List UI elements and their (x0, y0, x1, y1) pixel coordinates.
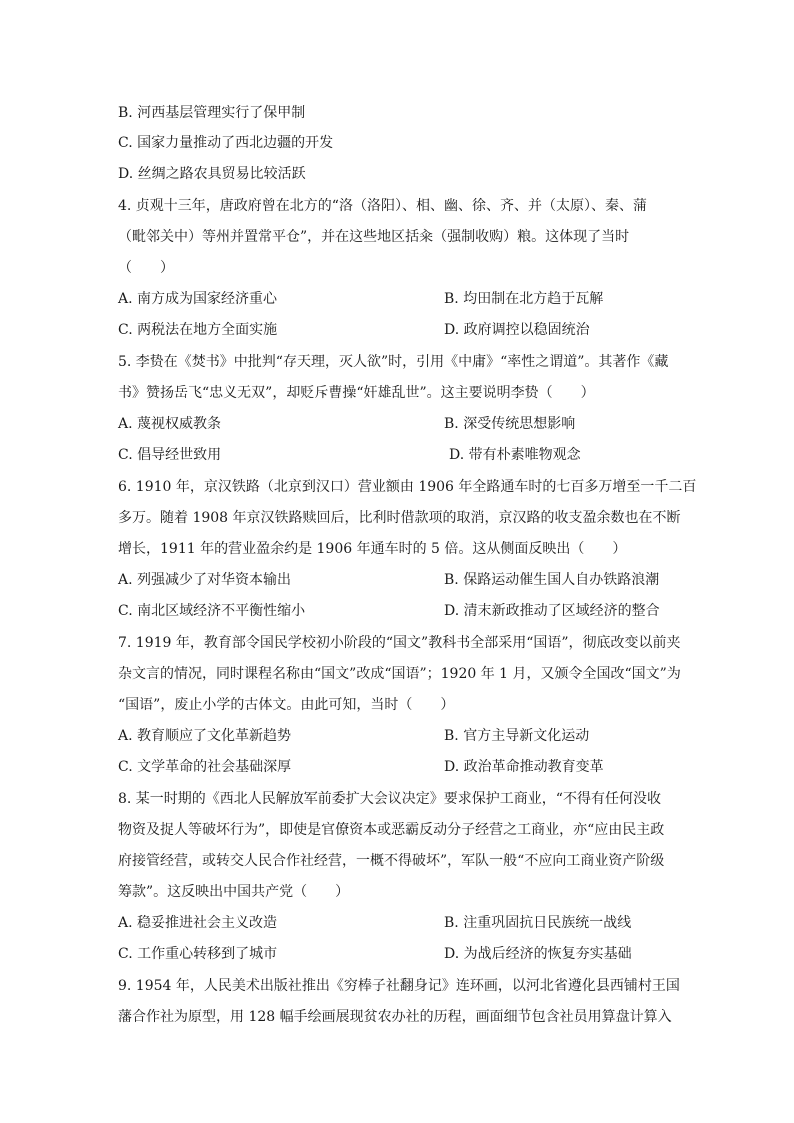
q8-stem-line-2: 物资及捉人等破坏行为”，即使是官僚资本或恶霸反动分子经营之工商业，亦“应由民主政 (118, 822, 665, 838)
q5-option-a: A. 蔑视权威教条 (118, 416, 222, 432)
q6-stem-line-3: 增长，1911 年的营业盈余约是 1906 年通车时的 5 倍。这从侧面反映出（ ） (118, 541, 627, 557)
q6-option-d: D. 清末新政推动了区域经济的整合 (444, 603, 660, 619)
q6-stem-line-1: 6. 1910 年，京汉铁路（北京到汉口）营业额由 1906 年全路通车时的七百多万增至一千二百 (118, 479, 697, 495)
q8-stem-line-3: 府接管经营，或转交人民合作社经营，一概不得破坏”，军队一般“不应向工商业资产阶级 (118, 853, 665, 869)
q8-stem-line-4: 筹款”。这反映出中国共产党（ ） (118, 884, 350, 900)
q9-stem-line-1: 9. 1954 年，人民美术出版社推出《穷棒子社翻身记》连环画，以河北省遵化县西铺村王国 (118, 978, 680, 994)
q8-option-b: B. 注重巩固抗日民族统一战线 (444, 915, 632, 931)
q7-option-a: A. 教育顺应了文化革新趋势 (118, 728, 292, 744)
q7-option-d: D. 政治革命推动教育变革 (444, 759, 604, 775)
q5-option-d: D. 带有朴素唯物观念 (449, 447, 581, 463)
q4-option-b: B. 均田制在北方趋于瓦解 (444, 291, 604, 307)
q8-option-c: C. 工作重心转移到了城市 (118, 946, 278, 962)
q5-option-b: B. 深受传统思想影响 (444, 416, 576, 432)
q4-option-a: A. 南方成为国家经济重心 (118, 291, 278, 307)
q4-stem-line-2: （毗邻关中）等州并置常平仓”，并在这些地区括籴（强制收购）粮。这体现了当时 (118, 229, 630, 245)
q7-stem-line-3: “国语”，废止小学的古体文。由此可知，当时（ ） (118, 697, 455, 713)
q6-stem-line-2: 多万。随着 1908 年京汉铁路赎回后，比利时借款项的取消，京汉路的收支盈余数也在不断 (118, 510, 681, 526)
q8-option-a: A. 稳妥推进社会主义改造 (118, 915, 278, 931)
q3-option-d: D. 丝绸之路农具贸易比较活跃 (118, 166, 306, 182)
q6-option-c: C. 南北区域经济不平衡性缩小 (118, 603, 306, 619)
q8-stem-line-1: 8. 某一时期的《西北人民解放军前委扩大会议决定》要求保护工商业，“不得有任何没收 (118, 791, 661, 807)
q3-option-b: B. 河西基层管理实行了保甲制 (118, 105, 306, 121)
q7-option-b: B. 官方主导新文化运动 (444, 728, 590, 744)
q3-option-c: C. 国家力量推动了西北边疆的开发 (118, 135, 334, 151)
q7-stem-line-2: 杂文言的情况，同时课程名称由“国文”改成“国语”；1920 年 1 月，又颁令全国改“国文”为 (118, 666, 681, 682)
q4-stem-line-3: （ ） (118, 260, 174, 276)
q7-option-c: C. 文学革命的社会基础深厚 (118, 759, 292, 775)
q4-option-d: D. 政府调控以稳固统治 (444, 322, 590, 338)
q9-stem-line-2: 藩合作社为原型，用 128 幅手绘画展现贫农办社的历程，画面细节包含社员用算盘计算入 (118, 1009, 672, 1025)
q5-stem-line-1: 5. 李贽在《焚书》中批判“存天理，灭人欲”时，引用《中庸》“率性之谓道”。其著作《藏 (118, 354, 669, 370)
q6-option-a: A. 列强减少了对华资本输出 (118, 572, 292, 588)
q5-option-c: C. 倡导经世致用 (118, 447, 222, 463)
q6-option-b: B. 保路运动催生国人自办铁路浪潮 (444, 572, 660, 588)
q8-option-d: D. 为战后经济的恢复夯实基础 (444, 946, 632, 962)
q4-stem-line-1: 4. 贞观十三年，唐政府曾在北方的“洛（洛阳）、相、幽、徐、齐、并（太原）、秦、蒲 (118, 198, 647, 214)
q5-stem-line-2: 书》赞扬岳飞“忠义无双”，却贬斥曹操“奸雄乱世”。这主要说明李贽（ ） (118, 385, 595, 401)
q7-stem-line-1: 7. 1919 年，教育部令国民学校初小阶段的“国文”教科书全部采用“国语”，彻底改变以前夹 (118, 635, 681, 651)
q4-option-c: C. 两税法在地方全面实施 (118, 322, 278, 338)
